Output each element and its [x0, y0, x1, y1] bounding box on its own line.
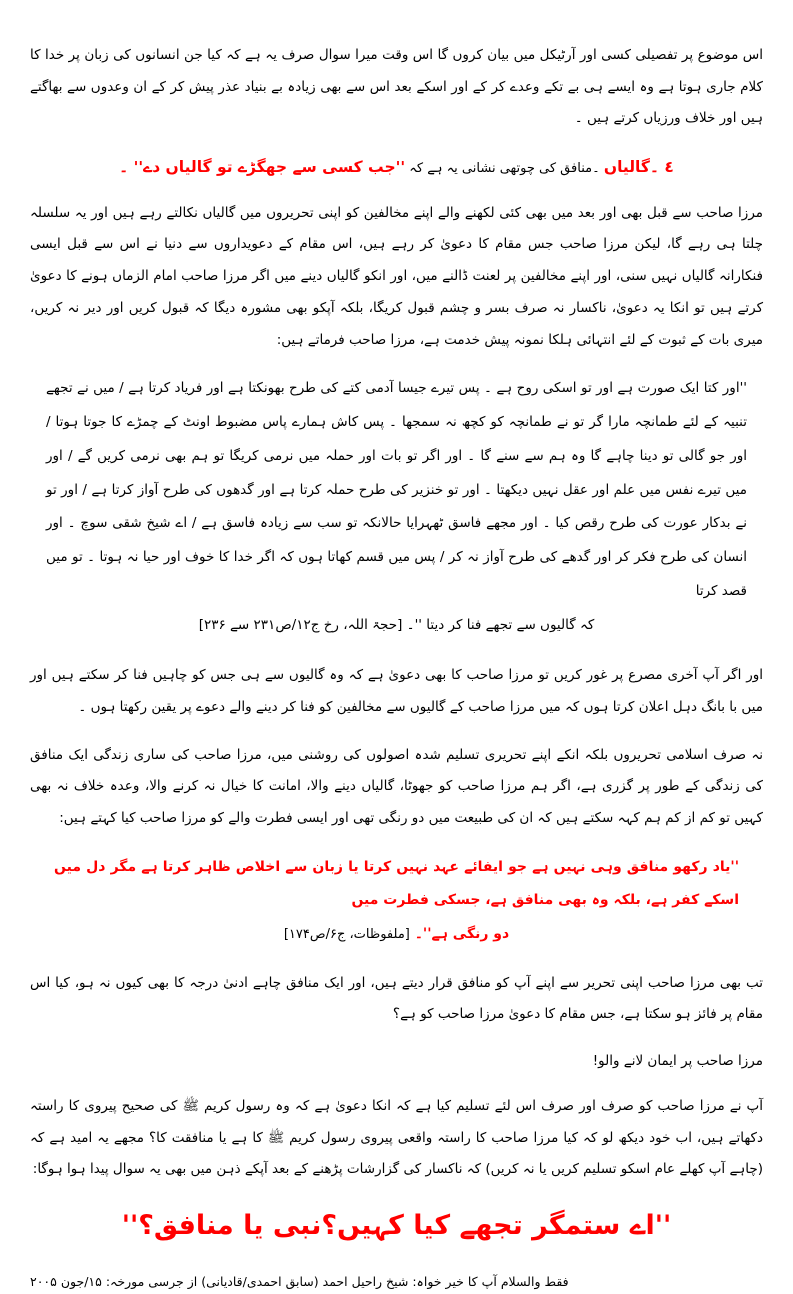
- conclusion-paragraph: تب بھی مرزا صاحب اپنی تحریر سے اپنے آپ کو منافق قرار دیتے ہیں، اور ایک منافق چاہے ادنیٰ درجہ کا بھی کیوں نہ ہو، کیا اس مقام پر فائز ہو سکتا ہے، جس مقام کا دعویٰ مرزا صاحب کو ہے؟: [30, 974, 763, 1023]
- section-heading-middle: ۔منافق کی چوتھی نشانی یہ ہے کہ: [405, 161, 604, 177]
- mirza-claims-paragraph: مرزا صاحب سے قبل بھی اور بعد میں بھی کئی لکھنے والے اپنے مخالفین کو اپنی تحریروں میں گالیاں نکالتے رہے ہیں اور یہ سلسلہ چلتا ہی رہے گا، لیکن مرزا صاحب جس مقام کا دعویٰ کر رہے ہیں، اس مقام کے دعویداروں سے دنیا نے اس سے قبل ایسی فنکارانہ گالیاں نہیں سنی، اور اپنے مخالفین پر لعنت ڈالنے میں، اور انکو گالیاں دینے میں اگر مرزا صاحب امام الزماں ہونے کا دعویٰ کرتے ہیں تو انکا یہ دعویٰ، ناکسار نہ صرف بسر و چشم قبول کریگا، بلکہ آپکو بھی مشورہ دیگا کہ قبول کریں اور دیر نہ کریں، میری بات کے ثبوت کے لئے انتہائی ہلکا نمونہ پیش خدمت ہے، مرزا صاحب فرماتے ہیں:: [30, 204, 763, 348]
- section-number-title: ٤ ۔گالیاں: [603, 158, 674, 177]
- principles-paragraph: نہ صرف اسلامی تحریروں بلکہ انکے اپنے تحریری تسلیم شدہ اصولوں کی روشنی میں، مرزا صاحب کی ساری زندگی ایک منافق کی زندگی کے طور پر گزری ہے، اگر ہم مرزا صاحب کو جھوٹا، گالیاں دینے والا، امانت کا خیال نہ کرنے والا، وعدہ خلاف نہ بھی کہیں تو کم از کم ہم کہہ سکتے ہیں کہ ان کی طبیعت میں دو رنگی تھی اور ایسی فطرت والے کو مرزا صاحب کیا کہتے ہیں:: [30, 746, 763, 827]
- signature-footer: فقط والسلام آپ کا خیر خواہ: شیخ راحیل احمد (سابق احمدی/قادیانی) از جرسی مورخہ: ۱۵/جون ۲۰۰۵: [30, 1274, 569, 1290]
- long-quote-lastline: [46, 609, 747, 643]
- red-quote-citation: [ملفوظات، ج۶/ص۱۷۴]: [283, 927, 410, 943]
- long-quote-citation: [حجۃ اللہ، رخ ج۱۲/ص۲۳۱ سے ۲۳۶]: [198, 616, 403, 633]
- section-heading-quote: ''جب کسی سے جھگڑے تو گالیاں دے'' ۔: [119, 158, 406, 177]
- analysis-paragraph: اور اگر آپ آخری مصرع پر غور کریں تو مرزا صاحب کا بھی دعویٰ ہے کہ وہ گالیوں سے ہی جس کو چاہیں فنا کر سکتے ہیں اور میں با بانگ دہل اعلان کرتا ہوں کہ میں مرزا صاحب کے گالیوں سے مخالفین کو فنا کر دینے والے دعوے پر یقین رکھتا ہوں ۔: [30, 667, 763, 716]
- final-paragraph: آپ نے مرزا صاحب کو صرف اور صرف اس لئے تسلیم کیا ہے کہ انکا دعویٰ ہے کہ وہ رسول کریم ﷺ کی صحیح پیروی کا راستہ دکھاتے ہیں، اب خود دیکھ لو کہ کیا مرزا صاحب کا راستہ واقعی پیروی رسول کریم ﷺ کا ہے یا منافقت کا؟ مجھے یہ امید ہے کہ (چاہے آپ کھلے عام اسکو تسلیم کریں یا نہ کریں) کہ ناکسار کی گزارشات پڑھنے کے بعد آپکے ذہن میں بھی یہ سوال پیدا ہوا ہوگا:: [30, 1097, 763, 1178]
- red-quote-body: ''یاد رکھو منافق وہی نہیں ہے جو ایفائے عہد نہیں کرتا یا زبان سے اخلاص ظاہر کرتا ہے مگر دل میں اسکے کفر ہے، بلکہ وہ بھی منافق ہے، جسکی فطرت میں: [54, 858, 739, 909]
- main-red-heading: ''اے ستمگر تجھے کیا کہیں؟نبی یا منافق؟'': [121, 1209, 672, 1241]
- address-line: مرزا صاحب پر ایمان لانے والو!: [592, 1053, 763, 1070]
- long-quote-body: ''اور کتا ایک صورت ہے اور تو اسکی روح ہے ۔ پس تیرے جیسا آدمی کتے کی طرح بھونکتا ہے اور فریاد کرتا ہے / میں نے تجھے تنبیہ کے لئے طمانچہ مارا گر تو نے طمانچہ کو کچھ نہ سمجھا ۔ پس کاش ہمارے پاس مضبوط اونٹ کے چمڑے کا جوتا ہوتا / اور جو گالی تو دینا چاہے گا وہ ہم سے سنے گا ۔ اور اگر تو بات اور حملہ میں نرمی کریگا تو ہم بھی نرمی کریں گے / اور میں تیرے نفس میں علم اور عقل نہیں دیکھتا ۔ اور تو خنزیر کی طرح حملہ کرتا ہے اور گدھوں کی طرح آواز کرتا ہے / اور تو نے بدکار عورت کی طرح رقص کیا ۔ اور مجھے فاسق ٹھہرایا حالانکہ تو سب سے زیادہ فاسق ہے / اے شیخ شقی سوچ ۔ اور انسان کی طرح فکر کر اور گدھے کی طرح آواز نہ کر / پس میں قسم کھاتا ہوں کہ اگر خدا کا خوف اور حیا نہ ہوتا ۔ تو میں قصد کرتا: [46, 380, 747, 599]
- intro-paragraph: اس موضوع پر تفصیلی کسی اور آرٹیکل میں بیان کروں گا اس وقت میرا سوال صرف یہ ہے کہ کیا جن انسانوں کی زبان پر خدا کا کلام جاری ہوتا ہے وہ ایسے ہی بے تکے وعدے کر کے اور اسکے بعد اس سے بھی زیادہ بے بنیاد عذر پیش کر کے ان وعدوں سے بھاگتے ہیں اور خلاف ورزیاں کرتے ہیں ۔: [30, 47, 763, 127]
- red-quote-block: [54, 851, 739, 952]
- long-quote-block: [46, 372, 747, 642]
- long-quote-ending: کہ گالیوں سے تجھے فنا کر دیتا ''۔: [402, 616, 595, 633]
- red-quote-lastline: [54, 918, 739, 952]
- section-heading: [30, 151, 763, 184]
- red-quote-ending: دو رنگی ہے''۔: [409, 926, 510, 943]
